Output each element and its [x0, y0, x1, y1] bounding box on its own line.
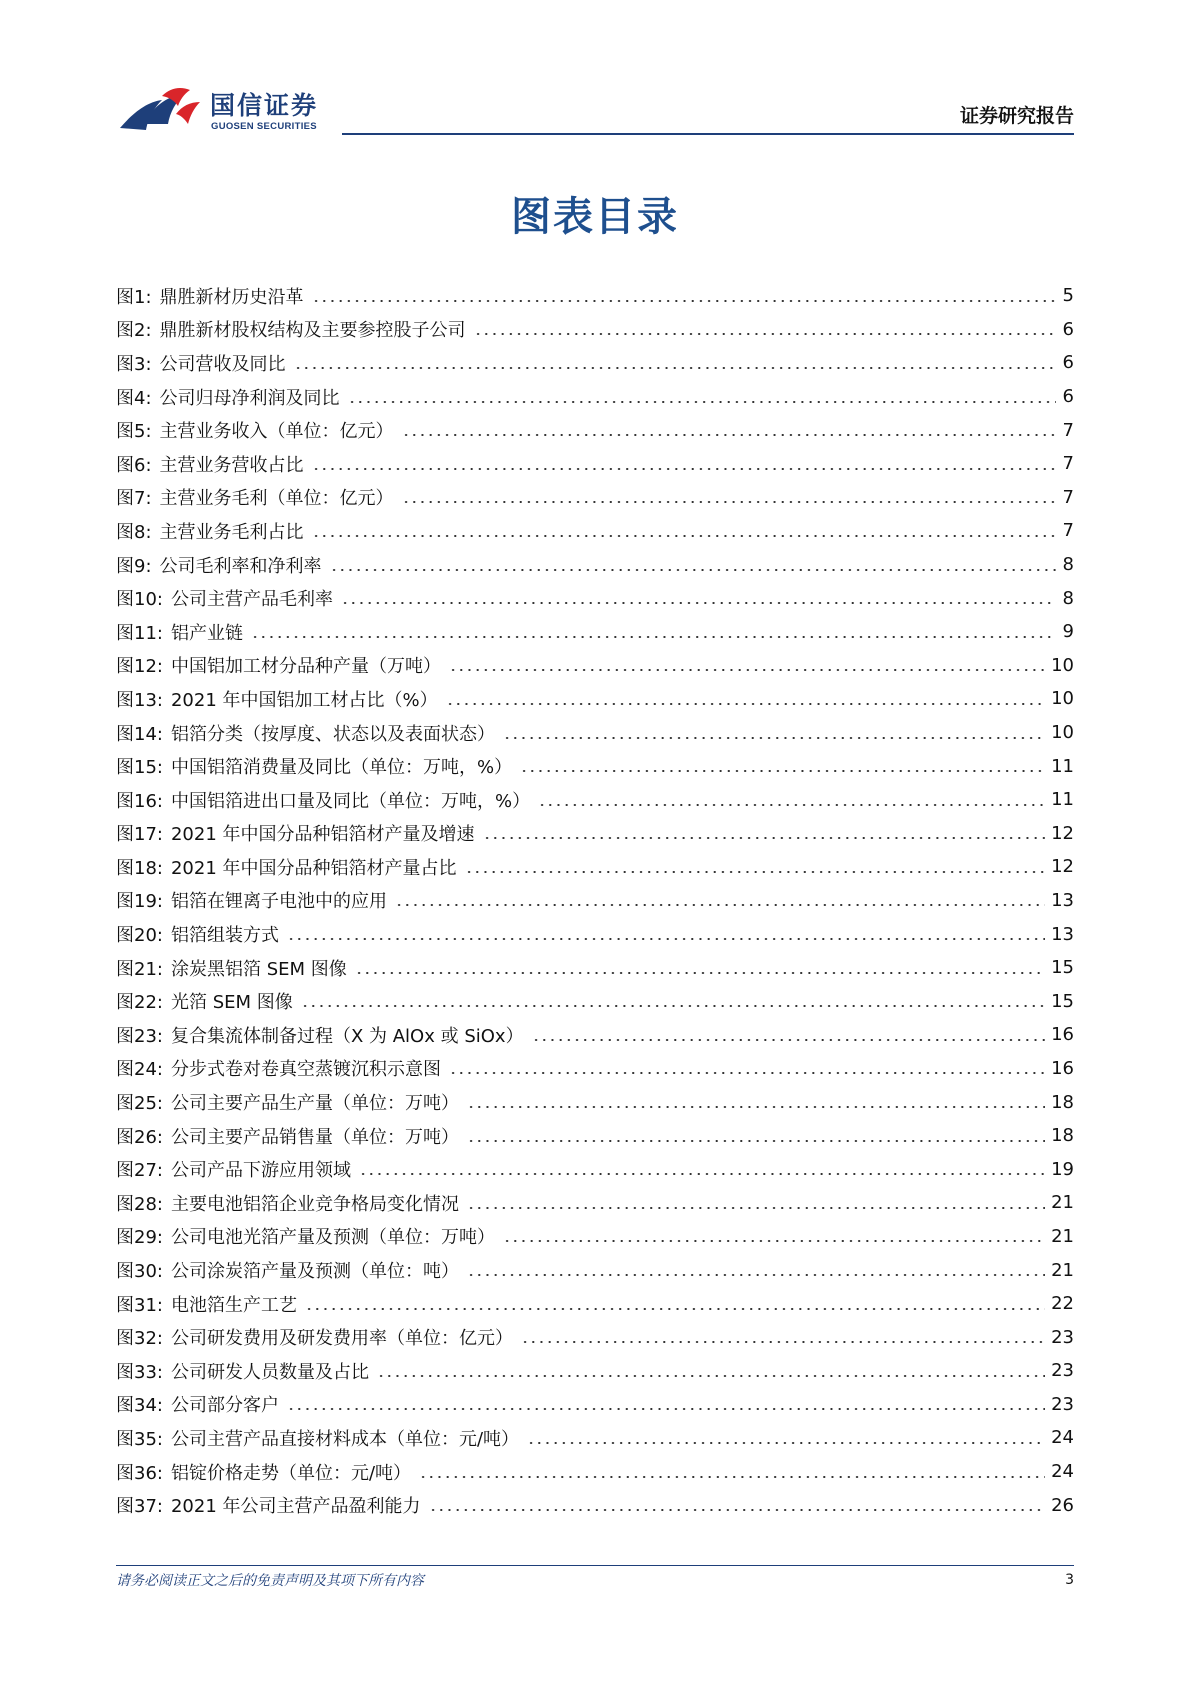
- toc-leader-dots: [377, 1375, 1045, 1377]
- toc-entry-title: 2021 年公司主营产品盈利能力: [170, 1496, 421, 1518]
- toc-leader-dots: [467, 1274, 1045, 1276]
- toc-entry-label: 图25:: [116, 1093, 163, 1115]
- toc-entry[interactable]: [116, 1287, 1074, 1321]
- toc-leader-dots: [312, 300, 1056, 302]
- toc-entry-label: 图9:: [116, 555, 152, 577]
- toc-entry-label: 图3:: [116, 353, 152, 375]
- toc-entry[interactable]: [116, 984, 1074, 1018]
- toc-entry-page: 6: [1062, 352, 1074, 374]
- toc-entry-label: 图4:: [116, 387, 152, 409]
- toc-entry-title: 主营业务收入（单位：亿元）: [159, 421, 394, 443]
- toc-leader-dots: [483, 837, 1046, 839]
- toc-entry-title: 铝箔组装方式: [170, 925, 279, 947]
- toc-entry-page: 12: [1051, 822, 1074, 844]
- toc-leader-dots: [402, 501, 1056, 503]
- toc-leader-dots: [467, 1106, 1045, 1108]
- logo-chinese-name: 国信证券: [210, 91, 319, 120]
- toc-entry-title: 公司产品下游应用领域: [170, 1160, 351, 1182]
- toc-leader-dots: [305, 1308, 1045, 1310]
- toc-entry-label: 图19:: [116, 891, 163, 913]
- toc-entry-title: 公司毛利率和净利率: [159, 555, 322, 577]
- toc-leader-dots: [355, 972, 1045, 974]
- toc-entry-page: 7: [1062, 453, 1074, 475]
- toc-leader-dots: [527, 1442, 1045, 1444]
- toc-entry-label: 图12:: [116, 656, 163, 678]
- toc-entry-page: 13: [1051, 923, 1074, 945]
- header-divider: [342, 133, 1074, 135]
- toc-entry-page: 18: [1051, 1091, 1074, 1113]
- toc-entry-title: 中国铝箔进出口量及同比（单位：万吨，%）: [170, 790, 531, 812]
- toc-entry[interactable]: [116, 1052, 1074, 1086]
- toc-entry-title: 公司主营产品直接材料成本（单位：元/吨）: [170, 1428, 520, 1450]
- toc-entry-label: 图22:: [116, 992, 163, 1014]
- toc-entry-page: 5: [1062, 285, 1074, 307]
- toc-entry-label: 图27:: [116, 1160, 163, 1182]
- toc-entry-page: 6: [1062, 318, 1074, 340]
- toc-entry-page: 13: [1051, 889, 1074, 911]
- toc-entry-title: 中国铝加工材分品种产量（万吨）: [170, 656, 441, 678]
- toc-entry-page: 15: [1051, 990, 1074, 1012]
- toc-entry-title: 公司电池光箔产量及预测（单位：万吨）: [170, 1227, 495, 1249]
- toc-entry-page: 24: [1051, 1461, 1074, 1483]
- toc-entry-title: 分步式卷对卷真空蒸镀沉积示意图: [170, 1059, 441, 1081]
- toc-entry-page: 21: [1051, 1192, 1074, 1214]
- toc-leader-dots: [538, 804, 1045, 806]
- toc-entry-label: 图7:: [116, 488, 152, 510]
- toc-entry[interactable]: [116, 1152, 1074, 1186]
- toc-entry[interactable]: [116, 413, 1074, 447]
- toc-entry-title: 铝锭价格走势（单位：元/吨）: [170, 1462, 412, 1484]
- toc-entry-title: 公司研发费用及研发费用率（单位：亿元）: [170, 1328, 513, 1350]
- toc-entry[interactable]: [116, 1220, 1074, 1254]
- toc-entry-page: 16: [1051, 1057, 1074, 1079]
- toc-entry-page: 23: [1051, 1326, 1074, 1348]
- toc-entry-title: 2021 年中国分品种铝箔材产量及增速: [170, 824, 475, 846]
- toc-leader-dots: [503, 1240, 1045, 1242]
- toc-leader-dots: [467, 1140, 1045, 1142]
- toc-entry[interactable]: [116, 1455, 1074, 1489]
- toc-leader-dots: [312, 535, 1056, 537]
- toc-leader-dots: [446, 703, 1045, 705]
- toc-leader-dots: [467, 1207, 1045, 1209]
- toc-entry-label: 图17:: [116, 824, 163, 846]
- toc-leader-dots: [294, 367, 1056, 369]
- toc-entry-page: 23: [1051, 1360, 1074, 1382]
- toc-entry-title: 2021 年中国分品种铝箔材产量占比: [170, 857, 457, 879]
- toc-leader-dots: [474, 333, 1056, 335]
- toc-entry-page: 12: [1051, 856, 1074, 878]
- toc-entry[interactable]: [116, 514, 1074, 548]
- toc-entry-page: 19: [1051, 1158, 1074, 1180]
- toc-leader-dots: [520, 770, 1045, 772]
- toc-entry-label: 图37:: [116, 1496, 163, 1518]
- toc-entry-title: 铝箔在锂离子电池中的应用: [170, 891, 387, 913]
- toc-entry-label: 图35:: [116, 1428, 163, 1450]
- toc-entry-label: 图14:: [116, 723, 163, 745]
- toc-leader-dots: [521, 1341, 1045, 1343]
- toc-entry[interactable]: [116, 850, 1074, 884]
- toc-entry-label: 图31:: [116, 1294, 163, 1316]
- toc-entry-page: 26: [1051, 1494, 1074, 1516]
- page-header: [0, 0, 1190, 140]
- toc-entry[interactable]: [116, 1354, 1074, 1388]
- toc-entry[interactable]: [116, 1119, 1074, 1153]
- toc-entry[interactable]: [116, 481, 1074, 515]
- toc-entry[interactable]: [116, 749, 1074, 783]
- toc-entry-title: 公司营收及同比: [159, 353, 286, 375]
- toc-entry-title: 主营业务毛利（单位：亿元）: [159, 488, 394, 510]
- toc-entry-page: 16: [1051, 1024, 1074, 1046]
- toc-entry-title: 2021 年中国铝加工材占比（%）: [170, 689, 438, 711]
- toc-leader-dots: [341, 602, 1056, 604]
- toc-entry-label: 图1:: [116, 286, 152, 308]
- toc-entry-label: 图10:: [116, 589, 163, 611]
- toc-entry-label: 图21:: [116, 958, 163, 980]
- toc-entry-title: 中国铝箔消费量及同比（单位：万吨，%）: [170, 757, 513, 779]
- toc-leader-dots: [449, 669, 1045, 671]
- page-number: 3: [1065, 1572, 1074, 1588]
- toc-leader-dots: [330, 569, 1056, 571]
- toc-entry-page: 7: [1062, 419, 1074, 441]
- toc-entry[interactable]: [116, 917, 1074, 951]
- toc-entry-label: 图13:: [116, 689, 163, 711]
- toc-entry-label: 图23:: [116, 1025, 163, 1047]
- toc-entry-title: 铝产业链: [170, 622, 243, 644]
- toc-entry-label: 图28:: [116, 1193, 163, 1215]
- toc-entry-page: 7: [1062, 486, 1074, 508]
- toc-entry[interactable]: [116, 1421, 1074, 1455]
- toc-entry-title: 铝箔分类（按厚度、状态以及表面状态）: [170, 723, 495, 745]
- toc-entry-page: 10: [1051, 722, 1074, 744]
- toc-entry-label: 图16:: [116, 790, 163, 812]
- toc-entry-title: 复合集流体制备过程（X 为 AlOx 或 SiOx）: [170, 1025, 524, 1047]
- toc-entry-page: 9: [1062, 621, 1074, 643]
- guosen-logo-icon: [118, 84, 202, 136]
- toc-entry[interactable]: [116, 1018, 1074, 1052]
- toc-entry-label: 图34:: [116, 1395, 163, 1417]
- toc-entry-label: 图36:: [116, 1462, 163, 1484]
- toc-entry-label: 图5:: [116, 421, 152, 443]
- toc-entry-page: 8: [1062, 554, 1074, 576]
- toc-entry-title: 主营业务营收占比: [159, 454, 304, 476]
- toc-entry-title: 公司部分客户: [170, 1395, 279, 1417]
- toc-entry[interactable]: [116, 716, 1074, 750]
- toc-entry[interactable]: [116, 1253, 1074, 1287]
- toc-entry-title: 鼎胜新材股权结构及主要参控股子公司: [159, 320, 466, 342]
- toc-leader-dots: [359, 1173, 1045, 1175]
- toc-leader-dots: [348, 401, 1056, 403]
- toc-entry[interactable]: [116, 1320, 1074, 1354]
- toc-leader-dots: [419, 1476, 1045, 1478]
- toc-entry[interactable]: [116, 1186, 1074, 1220]
- toc-entry-page: 15: [1051, 957, 1074, 979]
- toc-entry-page: 21: [1051, 1259, 1074, 1281]
- toc-entry-page: 24: [1051, 1427, 1074, 1449]
- toc-entry[interactable]: [116, 615, 1074, 649]
- toc-entry-label: 图33:: [116, 1361, 163, 1383]
- toc-entry-page: 10: [1051, 688, 1074, 710]
- toc-entry-label: 图24:: [116, 1059, 163, 1081]
- toc-leader-dots: [503, 737, 1045, 739]
- toc-leader-dots: [301, 1005, 1045, 1007]
- company-logo: [118, 84, 338, 140]
- toc-entry-page: 22: [1051, 1293, 1074, 1315]
- toc-entry-title: 主营业务毛利占比: [159, 521, 304, 543]
- toc-entry-label: 图26:: [116, 1126, 163, 1148]
- toc-entry-page: 18: [1051, 1125, 1074, 1147]
- toc-entry-label: 图15:: [116, 757, 163, 779]
- toc-entry[interactable]: [116, 1085, 1074, 1119]
- toc-entry[interactable]: [116, 380, 1074, 414]
- toc-entry-title: 公司研发人员数量及占比: [170, 1361, 369, 1383]
- toc-entry[interactable]: [116, 279, 1074, 313]
- toc-leader-dots: [312, 468, 1056, 470]
- toc-entry[interactable]: [116, 313, 1074, 347]
- toc-entry-title: 公司主营产品毛利率: [170, 589, 333, 611]
- toc-entry[interactable]: [116, 884, 1074, 918]
- toc-entry-page: 11: [1051, 755, 1074, 777]
- toc-entry-label: 图6:: [116, 454, 152, 476]
- toc-entry[interactable]: [116, 1488, 1074, 1522]
- toc-entry-title: 公司主要产品销售量（单位：万吨）: [170, 1126, 459, 1148]
- toc-entry-label: 图30:: [116, 1261, 163, 1283]
- toc-entry-label: 图11:: [116, 622, 163, 644]
- toc-entry-label: 图2:: [116, 320, 152, 342]
- toc-entry[interactable]: [116, 581, 1074, 615]
- toc-leader-dots: [429, 1509, 1046, 1511]
- toc-leader-dots: [287, 1408, 1045, 1410]
- toc-entry-label: 图18:: [116, 857, 163, 879]
- toc-entry-title: 公司涂炭箔产量及预测（单位：吨）: [170, 1261, 459, 1283]
- toc-entry[interactable]: [116, 649, 1074, 683]
- toc-leader-dots: [251, 636, 1056, 638]
- toc-leader-dots: [395, 904, 1045, 906]
- toc-entry[interactable]: [116, 682, 1074, 716]
- toc-entry[interactable]: [116, 346, 1074, 380]
- toc-leader-dots: [449, 1072, 1045, 1074]
- toc-entry-label: 图29:: [116, 1227, 163, 1249]
- toc-entry-page: 21: [1051, 1225, 1074, 1247]
- toc-entry-title: 电池箔生产工艺: [170, 1294, 297, 1316]
- footer-divider: [116, 1565, 1074, 1566]
- toc-leader-dots: [532, 1039, 1046, 1041]
- toc-entry-page: 23: [1051, 1393, 1074, 1415]
- toc-entry-page: 7: [1062, 520, 1074, 542]
- toc-entry-page: 8: [1062, 587, 1074, 609]
- toc-entry-page: 11: [1051, 789, 1074, 811]
- toc-entry-title: 公司归母净利润及同比: [159, 387, 340, 409]
- toc-entry-page: 6: [1062, 386, 1074, 408]
- toc-leader-dots: [402, 434, 1056, 436]
- disclaimer-note: 请务必阅读正文之后的免责声明及其项下所有内容: [116, 1573, 424, 1589]
- toc-entry-title: 涂炭黑铝箔 SEM 图像: [170, 958, 347, 980]
- figure-table-of-contents: [116, 279, 1074, 1522]
- toc-entry[interactable]: [116, 817, 1074, 851]
- toc-entry-title: 鼎胜新材历史沿革: [159, 286, 304, 308]
- toc-entry-label: 图8:: [116, 521, 152, 543]
- toc-entry[interactable]: [116, 447, 1074, 481]
- page-title: 图表目录: [511, 194, 679, 240]
- toc-entry[interactable]: [116, 783, 1074, 817]
- toc-entry-title: 主要电池铝箔企业竞争格局变化情况: [170, 1193, 459, 1215]
- logo-english-name: GUOSEN SECURITIES: [211, 121, 317, 132]
- toc-entry[interactable]: [116, 548, 1074, 582]
- toc-entry-label: 图32:: [116, 1328, 163, 1350]
- toc-leader-dots: [287, 938, 1045, 940]
- toc-leader-dots: [465, 871, 1046, 873]
- toc-entry[interactable]: [116, 951, 1074, 985]
- toc-entry-title: 公司主要产品生产量（单位：万吨）: [170, 1093, 459, 1115]
- toc-entry[interactable]: [116, 1388, 1074, 1422]
- toc-entry-page: 10: [1051, 654, 1074, 676]
- report-type-label: 证券研究报告: [959, 105, 1074, 127]
- toc-entry-label: 图20:: [116, 925, 163, 947]
- toc-entry-title: 光箔 SEM 图像: [170, 992, 293, 1014]
